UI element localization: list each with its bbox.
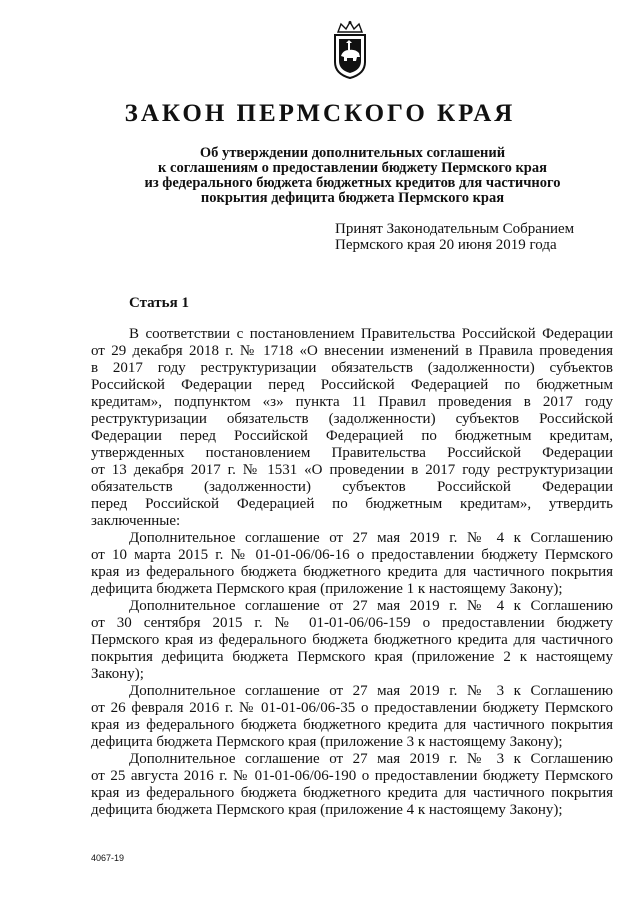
body-line: реструктуризации обязательств (задолженности) субъектов Российской xyxy=(91,411,613,427)
subtitle-line: Об утверждении дополнительных соглашений xyxy=(199,145,506,161)
body-line: Пермского края из федерального бюджета бюджетного кредита для частичного xyxy=(91,632,613,648)
law-subtitle xyxy=(80,146,625,206)
body-line: от 30 сентября 2015 г. № 01-01-06/06-159 о предоставлении бюджету xyxy=(91,615,613,631)
subtitle-line: к соглашениям о предоставлении бюджету Пермского края xyxy=(158,160,547,176)
document-number: 4067-19 xyxy=(91,853,125,863)
body-line: от 13 декабря 2017 г. № 1531 «О проведении в 2017 году реструктуризации xyxy=(91,462,613,478)
body-line: края из федерального бюджета бюджетного кредита для частичного покрытия xyxy=(91,564,613,580)
body-line: в 2017 году реструктуризации обязательств (задолженности) субъектов xyxy=(91,360,613,376)
article-heading: Статья 1 xyxy=(129,295,189,311)
body-line: края из федерального бюджета бюджетного кредита для частичного покрытия xyxy=(91,717,613,733)
coat-of-arms-icon xyxy=(330,20,370,80)
body-line: Дополнительное соглашение от 27 мая 2019 г. № 3 к Соглашению xyxy=(129,751,613,767)
body-line: покрытия дефицита бюджета Пермского края (приложение 2 к настоящему xyxy=(91,649,613,665)
body-line: от 25 августа 2016 г. № 01-01-06/06-190 о предоставлении бюджету Пермского xyxy=(91,768,613,784)
body-line: дефицита бюджета Пермского края (приложение 3 к настоящему Закону); xyxy=(91,734,563,750)
body-line: утвержденных постановлением Правительства Российской Федерации xyxy=(91,445,613,461)
body-line: Дополнительное соглашение от 27 мая 2019 г. № 3 к Соглашению xyxy=(129,683,613,699)
body-line: кредитам», подпунктом «з» пункта 11 Правил проведения в 2017 году xyxy=(91,394,613,410)
body-line: заключенные: xyxy=(91,513,181,529)
body-line: края из федерального бюджета бюджетного кредита для частичного покрытия xyxy=(91,785,613,801)
adoption-line: Пермского края 20 июня 2019 года xyxy=(335,237,557,253)
body-line: от 29 декабря 2018 г. № 1718 «О внесении изменений в Правила проведения xyxy=(91,343,613,359)
body-line: Дополнительное соглашение от 27 мая 2019 г. № 4 к Соглашению xyxy=(129,530,613,546)
adoption-note xyxy=(335,221,625,253)
law-title: ЗАКОН ПЕРМСКОГО КРАЯ xyxy=(124,100,516,127)
body-line: от 10 марта 2015 г. № 01-01-06/06-16 о предоставлении бюджету Пермского xyxy=(91,547,613,563)
body-line: обязательств (задолженности) субъектов Российской Федерации xyxy=(91,479,613,495)
body-line: перед Российской Федерацией по бюджетным кредитам», утвердить xyxy=(91,496,613,512)
body-line: Дополнительное соглашение от 27 мая 2019 г. № 4 к Соглашению xyxy=(129,598,613,614)
body-line: дефицита бюджета Пермского края (приложение 1 к настоящему Закону); xyxy=(91,581,563,597)
body-line: дефицита бюджета Пермского края (приложение 4 к настоящему Закону); xyxy=(91,802,563,818)
article-body xyxy=(91,326,613,819)
body-line: от 26 февраля 2016 г. № 01-01-06/06-35 о предоставлении бюджету Пермского xyxy=(91,700,613,716)
body-line: В соответствии с постановлением Правительства Российской Федерации xyxy=(129,326,613,342)
body-line: Закону); xyxy=(91,666,144,682)
subtitle-line: покрытия дефицита бюджета Пермского края xyxy=(200,190,505,206)
subtitle-line: из федерального бюджета бюджетных кредитов для частичного xyxy=(144,175,561,191)
body-line: Федерации перед Российской Федерацией по бюджетным кредитам, xyxy=(91,428,613,444)
adoption-line: Принят Законодательным Собранием xyxy=(335,221,575,237)
body-line: Российской Федерации перед Российской Федерацией по бюджетным xyxy=(91,377,613,393)
